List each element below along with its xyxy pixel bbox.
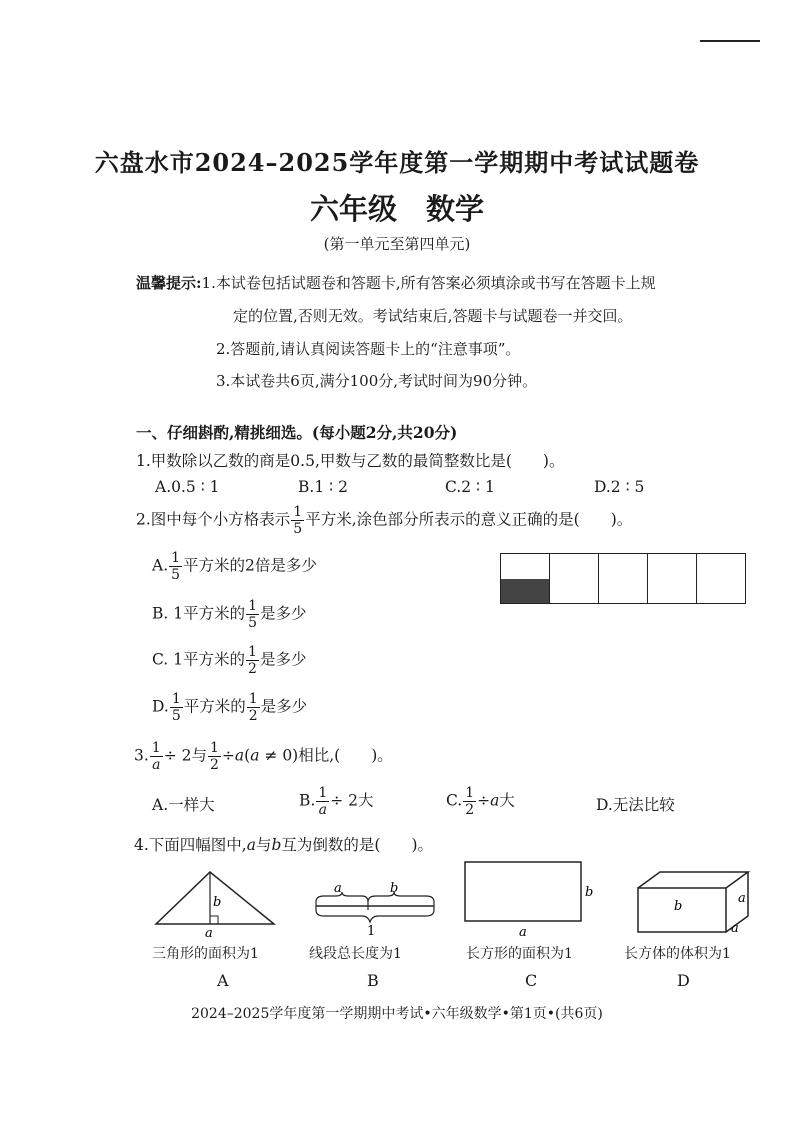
q3-text-2: ≠ 0)相比,( )。 [259, 746, 393, 765]
figure-letter-b: B [367, 971, 379, 990]
q2-option-b [152, 599, 307, 630]
q3-option-c [446, 786, 515, 817]
frac-num: 1 [210, 740, 219, 756]
q3-var: a [250, 746, 260, 765]
label-b: b [390, 881, 399, 896]
frac-den: 2 [210, 757, 219, 773]
q2-option-a [152, 551, 317, 582]
opt-text: 是多少 [260, 697, 308, 716]
label-a: a [205, 926, 213, 938]
shaded-region [501, 579, 549, 604]
grid-cell-shaded [501, 554, 550, 603]
label-a: a [738, 891, 746, 906]
frac-num: 1 [248, 644, 257, 660]
brace-a [316, 892, 368, 902]
frac-num: 1 [151, 740, 161, 756]
q4-figure-triangle [150, 868, 280, 938]
exam-title: 六盘水市2024–2025学年度第一学期期中考试试题卷 [94, 148, 700, 177]
frac-num: 1 [248, 598, 258, 614]
frac-num: 1 [248, 691, 258, 707]
q4-var-b: b [271, 836, 282, 854]
label-total: 1 [367, 924, 376, 938]
label-b: b [585, 885, 594, 900]
brace-total [316, 910, 434, 922]
tips-item-1b: 定的位置,否则无效。考试结束后,答题卡与试题卷一并交回。 [233, 307, 633, 325]
frac-num: 1 [171, 691, 181, 707]
grid-cell [550, 554, 599, 603]
page-footer: 2024–2025学年度第一学期期中考试•六年级数学•第1页•(共6页) [191, 1006, 603, 1022]
frac-num: 1 [171, 550, 181, 566]
caption-a: 三角形的面积为1 [152, 946, 259, 962]
q3-number: 3. [134, 746, 149, 765]
frac-num: 1 [465, 785, 475, 801]
q4-figure-rectangle [460, 858, 600, 938]
q3-fraction-2 [208, 741, 221, 772]
label-b: b [674, 899, 683, 914]
q3-option-d: D.无法比较 [596, 796, 675, 814]
label-b: b [213, 895, 222, 910]
exam-scope: (第一单元至第四单元) [323, 235, 471, 253]
q2-stem-b: 平方米,涂色部分所表示的意义正确的是( )。 [305, 510, 633, 529]
opt-fraction [247, 692, 260, 723]
opt-prefix: B. [299, 791, 316, 810]
q4-figure-cuboid [630, 866, 760, 938]
frac-den: 5 [293, 521, 303, 537]
figure-letter-a: A [217, 971, 229, 990]
opt-text: 是多少 [260, 604, 307, 623]
q2-grid-figure [500, 553, 746, 604]
brace-b [368, 892, 434, 902]
q1-option-d: D.2 ∶ 5 [594, 478, 645, 496]
q3-var: a [234, 746, 245, 765]
opt-fraction [169, 551, 182, 582]
opt-text: ÷ 2大 [330, 791, 374, 810]
q4-figure-segment [310, 878, 440, 938]
frac-den: 5 [248, 615, 258, 631]
frac-num: 1 [318, 785, 328, 801]
q2-fraction [291, 505, 304, 536]
frac-num: 1 [293, 504, 303, 520]
label-a: a [731, 921, 739, 936]
tips-item-2: 2.答题前,请认真阅读答题卡上的“注意事项”。 [216, 340, 521, 358]
label-a: a [519, 925, 527, 938]
frac-den: 2 [465, 802, 475, 818]
q4-stem [134, 833, 433, 855]
q2-stem-a: 2.图中每个小方格表示 [136, 510, 291, 529]
exam-subtitle: 六年级 数学 [309, 192, 484, 226]
caption-d: 长方体的体积为1 [624, 946, 731, 962]
q3-fraction-1 [150, 741, 163, 772]
tips-line-1 [136, 272, 656, 293]
opt-prefix: C. [446, 791, 463, 810]
q3-option-b [299, 786, 374, 817]
opt-fraction [316, 786, 329, 817]
figure-letter-d: D [677, 971, 690, 990]
tips-label: 温馨提示: [136, 274, 202, 292]
cuboid-top [638, 872, 748, 888]
tips-item-1a: 1.本试卷包括试题卷和答题卡,所有答案必须填涂或书写在答题卡上规 [201, 274, 656, 292]
q3-text-1: ÷ 2与 [163, 746, 207, 765]
tips-item-3: 3.本试卷共6页,满分100分,考试时间为90分钟。 [216, 372, 538, 390]
q4-text-b: 与 [255, 836, 272, 854]
frac-den: a [152, 757, 161, 773]
frac-den: 5 [171, 708, 181, 724]
top-edge-mark [700, 40, 760, 42]
q4-text-c: 互为倒数的是( )。 [281, 836, 434, 854]
q4-text-a: 4.下面四幅图中, [134, 836, 247, 854]
opt-prefix: D. [152, 697, 169, 716]
q1-option-a: A.0.5 ∶ 1 [155, 478, 220, 496]
caption-c: 长方形的面积为1 [466, 946, 573, 962]
q1-stem: 1.甲数除以乙数的商是0.5,甲数与乙数的最简整数比是( )。 [136, 452, 565, 470]
q2-stem [136, 505, 632, 536]
caption-b: 线段总长度为1 [309, 946, 402, 962]
opt-fraction [463, 786, 476, 817]
opt-fraction [246, 599, 259, 630]
grid-cell [648, 554, 697, 603]
frac-den: 5 [171, 567, 181, 583]
q3-option-a: A.一样大 [152, 796, 215, 814]
opt-prefix: C. 1平方米的 [152, 650, 246, 669]
opt-var: a [490, 791, 500, 810]
frac-den: 2 [248, 661, 257, 677]
opt-text: 平方米的2倍是多少 [183, 556, 317, 575]
opt-prefix: A. [152, 556, 169, 575]
section-1-heading: 一、仔细斟酌,精挑细选。(每小题2分,共20分) [136, 423, 458, 442]
q4-var-a: a [246, 836, 256, 854]
q3-stem [134, 741, 393, 772]
q1-option-c: C.2 ∶ 1 [445, 478, 495, 496]
opt-text: 是多少 [259, 650, 307, 669]
grid-cell [697, 554, 745, 603]
figure-letter-c: C [525, 971, 538, 990]
label-a: a [334, 881, 342, 896]
q2-option-c [152, 645, 306, 676]
opt-fraction [170, 692, 183, 723]
frac-den: 2 [248, 708, 258, 724]
right-angle-mark [210, 916, 218, 924]
rectangle-shape [465, 862, 581, 921]
grid-cell [599, 554, 648, 603]
opt-div: ÷ [477, 791, 491, 810]
opt-fraction [246, 645, 259, 676]
q3-paren: ( [244, 746, 251, 765]
q2-option-d [152, 692, 307, 723]
opt-text: 大 [499, 791, 515, 810]
q1-option-b: B.1 ∶ 2 [298, 478, 348, 496]
opt-text: 平方米的 [183, 697, 246, 716]
q3-div: ÷ [221, 746, 235, 765]
frac-den: a [318, 802, 327, 818]
opt-prefix: B. 1平方米的 [152, 604, 246, 623]
